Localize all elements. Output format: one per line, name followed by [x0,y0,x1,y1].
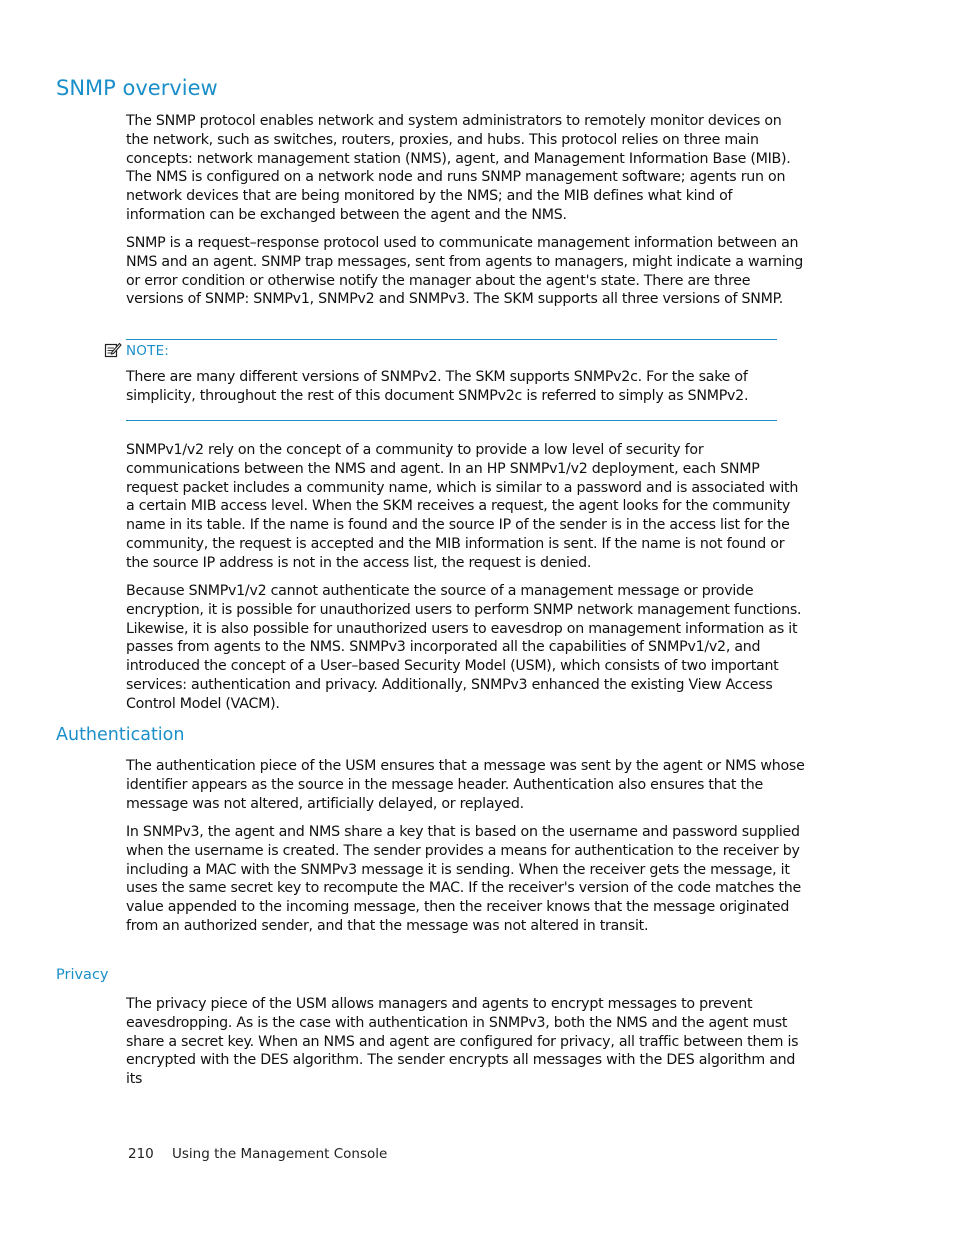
overview-paragraph-2: SNMP is a request–response protocol used to communicate management information between an NMS and an agent. SNMP trap messages, sent from agents to managers, might indicate a warning or error condition or otherwise notify the manager about the agent's state. There are three versions of SNMP: SNMPv1, SNMPv2 and SNMPv3. The SKM supports all three versions of SNMP. [126,235,804,308]
community-paragraph-1: SNMPv1/v2 rely on the concept of a community to provide a low level of security for communications between the NMS and agent. In an HP SNMPv1/v2 deployment, each SNMP request packet includes a community name, which is similar to a password and is associated with a certain MIB access level. When the SKM receives a request, the agent looks for the community name in its table. If the name is found and the source IP of the sender is in the access list for the community, the request is accepted and the MIB information is sent. If the name is not found or the source IP address is not in the access list, the request is denied. [126,442,799,571]
privacy-paragraph-1: The privacy piece of the USM allows managers and agents to encrypt messages to prevent eavesdropping. As is the case with authentication in SNMPv3, both the NMS and the agent must share a secret key. When an NMS and agent are configured for privacy, all traffic between them is encrypted with the DES algorithm. The sender encrypts all messages with the DES algorithm and its [126,996,799,1088]
page-number: 210 [128,1146,154,1162]
note-label: NOTE: [126,343,170,359]
note-text: There are many different versions of SNMPv2. The SKM supports SNMPv2c. For the sake of simplicity, throughout the rest of this document SNMPv2c is referred to simply as SNMPv2. [126,369,749,404]
authentication-heading: Authentication [56,725,185,745]
community-paragraph-2: Because SNMPv1/v2 cannot authenticate the source of a management message or provide encryption, it is possible for unauthorized users to perform SNMP network management functions. Likewise, it is also possible for unauthorized users to eavesdrop on management information as it passes from agents to the NMS. SNMPv3 incorporated all the capabilities of SNMPv1/v2, and introduced the concept of a User–based Security Model (USM), which consists of two important services: authentication and privacy. Additionally, SNMPv3 enhanced the existing View Access Control Model (VACM). [126,583,802,712]
note-pencil-icon [104,341,122,359]
section-heading: SNMP overview [56,76,218,100]
note-top-rule [126,339,777,340]
privacy-heading: Privacy [56,967,109,983]
authentication-paragraph-1: The authentication piece of the USM ensures that a message was sent by the agent or NMS whose identifier appears as the source in the message header. Authentication also ensures that the message was not altered, artificially delayed, or replayed. [126,758,805,812]
authentication-paragraph-2: In SNMPv3, the agent and NMS share a key that is based on the username and password supplied when the username is created. The sender provides a means for authentication to the receiver by including a MAC with the SNMPv3 message it is sending. When the receiver gets the message, it uses the same secret key to recompute the MAC. If the receiver's version of the code matches the value appended to the incoming message, then the receiver knows that the message originated from an authorized sender, and that the message was not altered in transit. [126,824,801,934]
footer-chapter-title: Using the Management Console [172,1146,388,1162]
overview-paragraph-1: The SNMP protocol enables network and system administrators to remotely monitor devices on the network, such as switches, routers, proxies, and hubs. This protocol relies on three main concepts: network management station (NMS), agent, and Management Information Base (MIB). The NMS is configured on a network node and runs SNMP management software; agents run on network devices that are being monitored by the NMS; and the MIB defines what kind of information can be exchanged between the agent and the NMS. [126,113,791,223]
note-bottom-rule [126,420,777,421]
